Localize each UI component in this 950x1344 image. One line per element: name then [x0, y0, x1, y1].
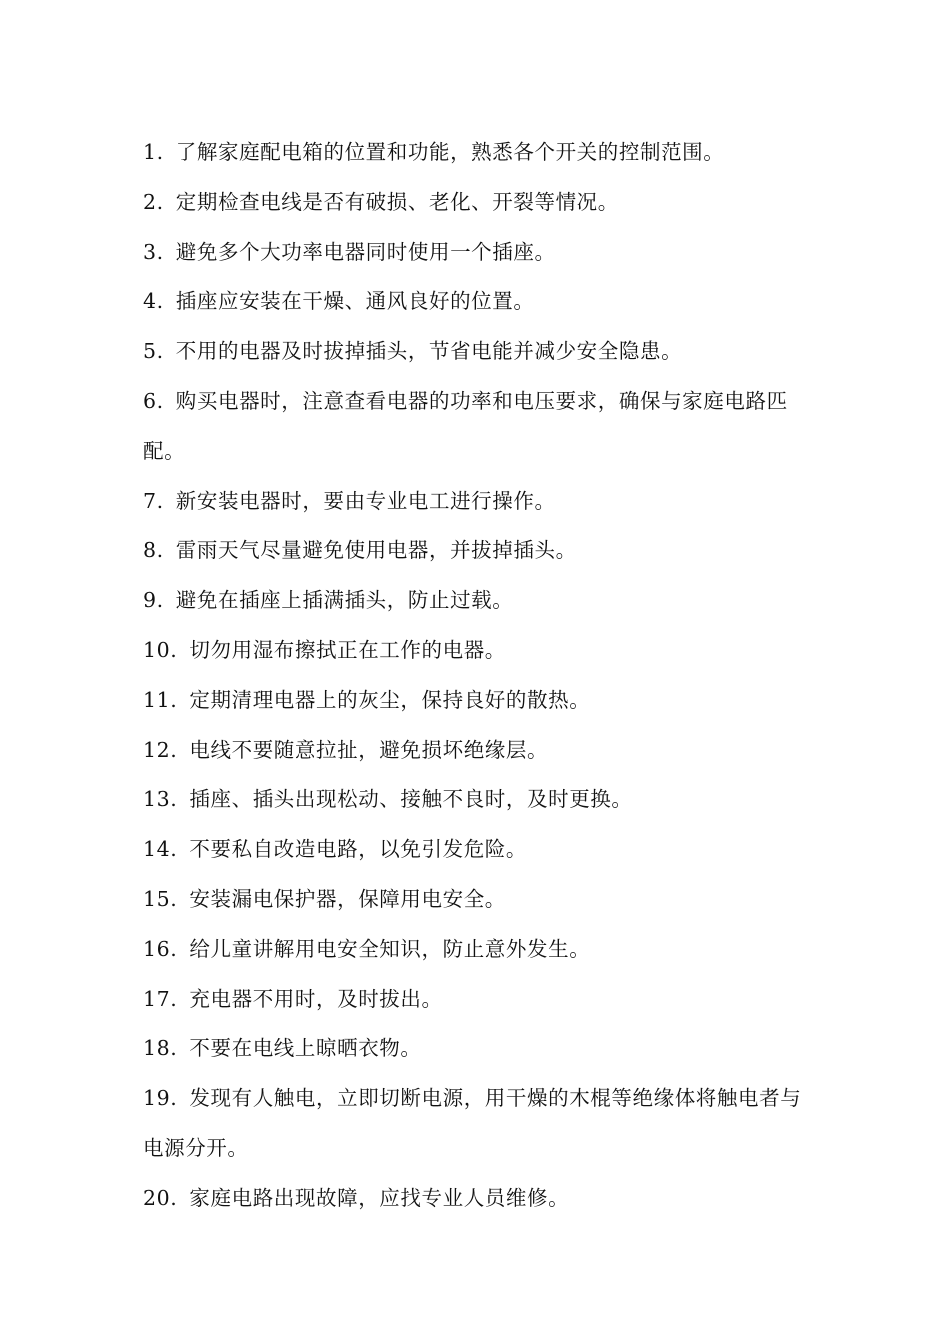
item-number: 1.	[143, 140, 164, 164]
item-text: 插座应安装在干燥、通风良好的位置。	[175, 289, 535, 314]
item-text: 发现有人触电，立即切断电源，用干燥的木棍等绝缘体将触电者与电源分开。	[143, 1086, 802, 1160]
item-text: 电线不要随意拉扯，避免损坏绝缘层。	[189, 737, 549, 762]
item-text: 不要在电线上晾晒衣物。	[189, 1036, 422, 1061]
item-text: 充电器不用时，及时拔出。	[189, 986, 443, 1011]
list-item	[143, 925, 811, 975]
list-item	[143, 327, 811, 377]
item-text: 避免在插座上插满插头，防止过载。	[175, 588, 514, 613]
item-number: 3.	[143, 239, 164, 264]
list-item	[143, 975, 811, 1025]
item-number: 9.	[143, 588, 164, 613]
item-number: 4.	[143, 289, 164, 314]
list-item	[143, 477, 811, 527]
item-number: 18.	[143, 1036, 178, 1061]
item-text: 不用的电器及时拔掉插头，节省电能并减少安全隐患。	[175, 339, 683, 364]
item-text: 切勿用湿布擦拭正在工作的电器。	[189, 637, 506, 662]
item-number: 16.	[143, 936, 178, 961]
item-number: 19.	[143, 1086, 178, 1111]
item-number: 15.	[143, 886, 178, 911]
safety-tips-list	[143, 128, 811, 1224]
item-number: 2.	[143, 189, 164, 214]
list-item	[143, 228, 811, 278]
item-number: 5.	[143, 339, 164, 364]
list-item	[143, 775, 811, 825]
item-text: 了解家庭配电箱的位置和功能，熟悉各个开关的控制范围。	[175, 140, 725, 164]
item-text: 定期检查电线是否有破损、老化、开裂等情况。	[175, 189, 619, 214]
list-item	[143, 1074, 811, 1174]
item-text: 定期清理电器上的灰尘，保持良好的散热。	[189, 687, 591, 712]
list-item	[143, 825, 811, 875]
list-item	[143, 726, 811, 776]
item-number: 17.	[143, 986, 178, 1011]
list-item	[143, 1024, 811, 1074]
item-text: 新安装电器时，要由专业电工进行操作。	[175, 488, 556, 513]
list-item	[143, 1174, 811, 1224]
list-item	[143, 875, 811, 925]
item-text: 不要私自改造电路，以免引发危险。	[189, 837, 528, 862]
item-number: 8.	[143, 538, 164, 563]
item-text: 给儿童讲解用电安全知识，防止意外发生。	[189, 936, 591, 961]
item-number: 12.	[143, 737, 178, 762]
list-item	[143, 576, 811, 626]
item-text: 购买电器时，注意查看电器的功率和电压要求，确保与家庭电路匹配。	[143, 388, 788, 463]
item-number: 6.	[143, 388, 164, 413]
list-item	[143, 178, 811, 228]
list-item	[143, 676, 811, 726]
list-item	[143, 526, 811, 576]
list-item	[143, 128, 811, 178]
item-number: 10.	[143, 637, 178, 662]
item-text: 避免多个大功率电器同时使用一个插座。	[175, 239, 556, 264]
item-text: 插座、插头出现松动、接触不良时，及时更换。	[189, 787, 633, 812]
item-number: 11.	[143, 687, 178, 712]
list-item	[143, 277, 811, 327]
item-text: 雷雨天气尽量避免使用电器，并拔掉插头。	[175, 538, 577, 563]
list-item	[143, 626, 811, 676]
item-number: 13.	[143, 787, 178, 812]
item-text: 安装漏电保护器，保障用电安全。	[189, 886, 506, 911]
item-number: 7.	[143, 488, 164, 513]
item-number: 20.	[143, 1185, 178, 1210]
item-text: 家庭电路出现故障，应找专业人员维修。	[189, 1185, 570, 1210]
item-number: 14.	[143, 837, 178, 862]
list-item	[143, 377, 811, 477]
